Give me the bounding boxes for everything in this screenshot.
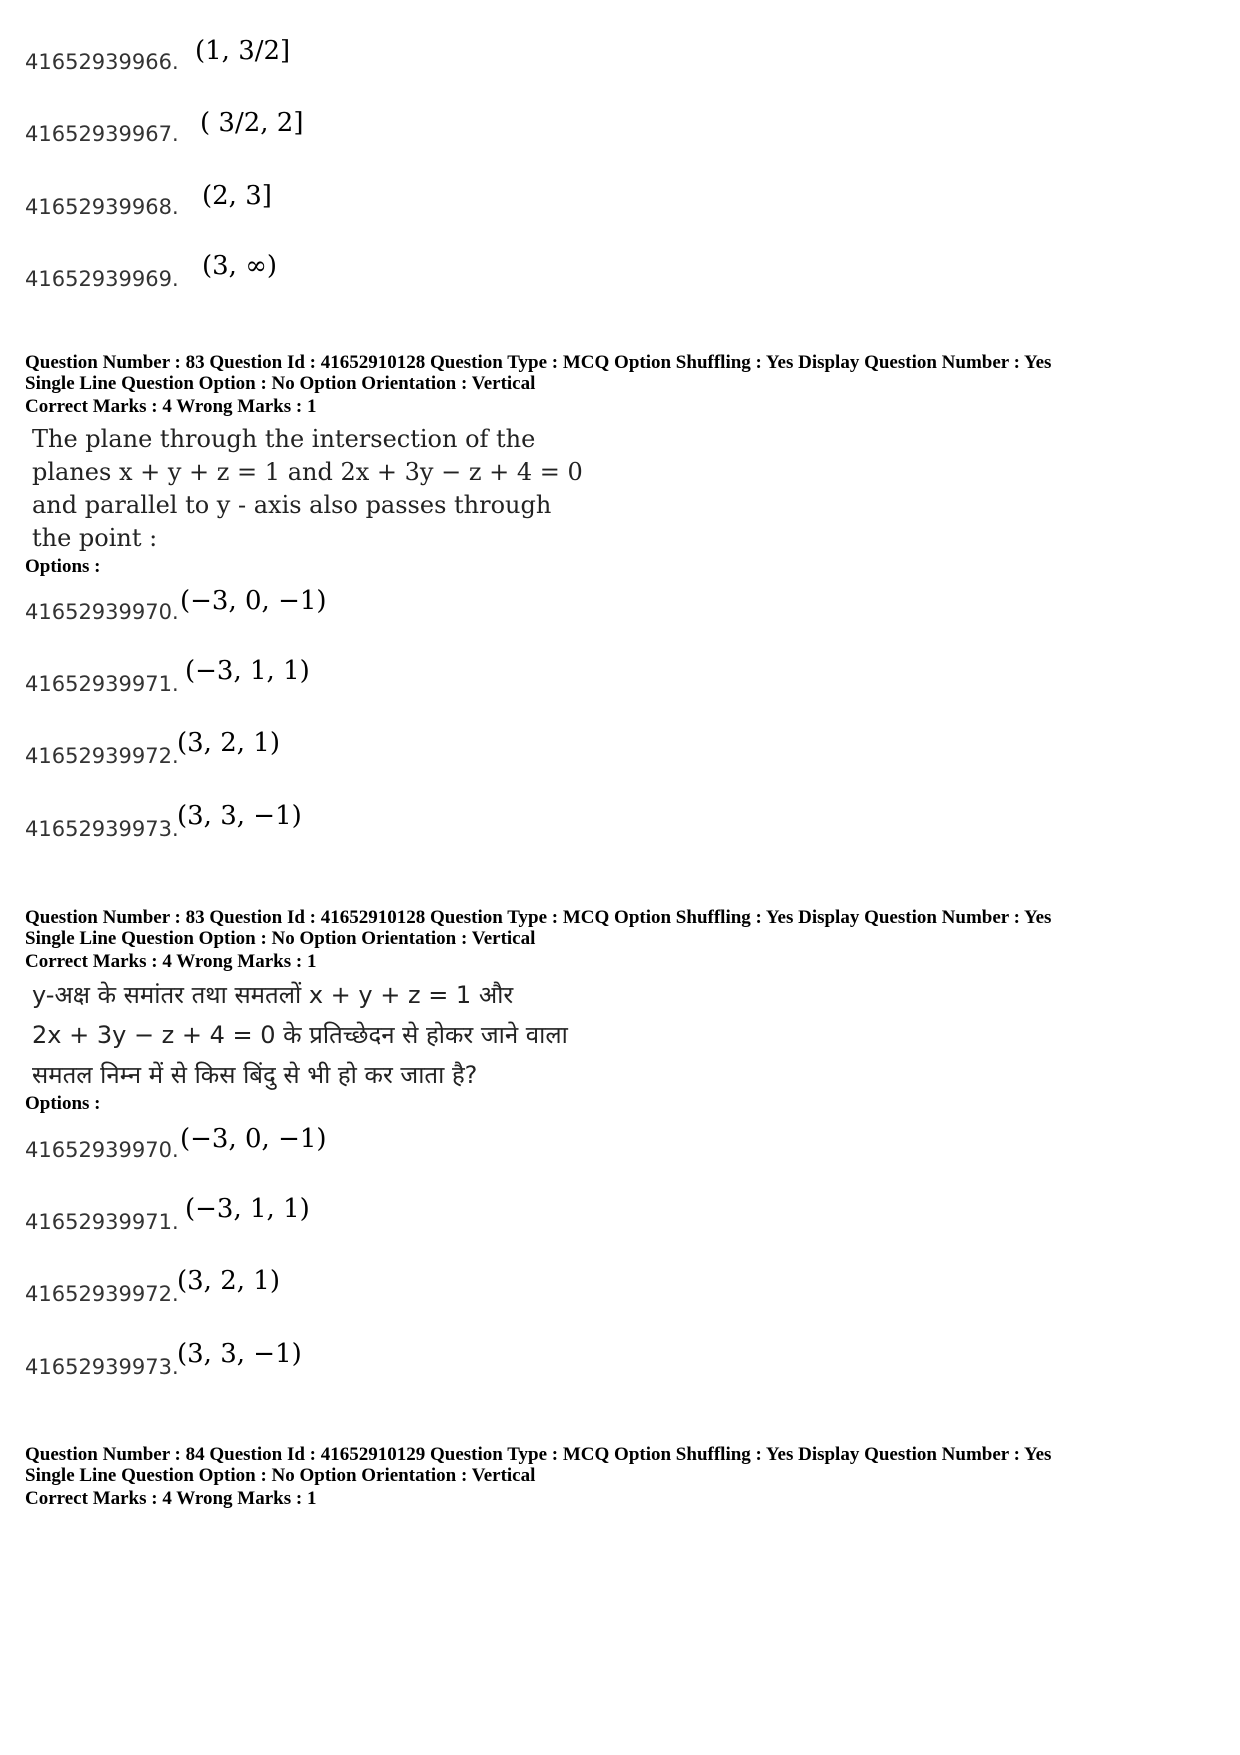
question-header-line2: Single Line Question Option : No Option Orientation : Vertical bbox=[25, 928, 536, 949]
question-text-line: समतल निम्न में से किस बिंदु से भी हो कर जाता है? bbox=[32, 1061, 478, 1089]
question-text-line: and parallel to y - axis also passes through bbox=[32, 491, 552, 519]
question-header bbox=[25, 1444, 1051, 1486]
option-id: 41652939967. bbox=[25, 122, 179, 146]
option-value: ( 3/2, 2] bbox=[200, 108, 304, 138]
option-id: 41652939968. bbox=[25, 195, 179, 219]
question-marks: Correct Marks : 4 Wrong Marks : 1 bbox=[25, 396, 317, 417]
question-header-line2: Single Line Question Option : No Option Orientation : Vertical bbox=[25, 373, 536, 394]
question-header bbox=[25, 907, 1051, 949]
option-value: (1, 3/2] bbox=[195, 36, 291, 66]
question-marks: Correct Marks : 4 Wrong Marks : 1 bbox=[25, 1488, 317, 1509]
question-text-line: The plane through the intersection of the bbox=[32, 425, 536, 453]
question-text-line: y-अक्ष के समांतर तथा समतलों x + y + z = 1 और bbox=[32, 981, 514, 1009]
option-value: (−3, 0, −1) bbox=[180, 586, 327, 616]
question-text bbox=[32, 423, 583, 555]
option-id: 41652939970. bbox=[25, 600, 179, 624]
option-value: (−3, 1, 1) bbox=[185, 1194, 310, 1224]
question-text-line: planes x + y + z = 1 and 2x + 3y − z + 4 = 0 bbox=[32, 458, 583, 486]
option-id: 41652939972. bbox=[25, 1282, 179, 1306]
option-id: 41652939973. bbox=[25, 1355, 179, 1379]
question-header bbox=[25, 352, 1051, 394]
option-id: 41652939971. bbox=[25, 1210, 179, 1234]
option-value: (−3, 0, −1) bbox=[180, 1124, 327, 1154]
option-id: 41652939972. bbox=[25, 744, 179, 768]
option-id: 41652939966. bbox=[25, 50, 179, 74]
option-value: (−3, 1, 1) bbox=[185, 656, 310, 686]
question-text bbox=[32, 975, 568, 1095]
option-id: 41652939969. bbox=[25, 267, 179, 291]
question-header-line2: Single Line Question Option : No Option Orientation : Vertical bbox=[25, 1465, 536, 1486]
option-id: 41652939970. bbox=[25, 1138, 179, 1162]
option-value: (3, 3, −1) bbox=[177, 1339, 302, 1369]
options-label: Options : bbox=[25, 1093, 101, 1114]
option-value: (2, 3] bbox=[202, 181, 272, 211]
option-id: 41652939971. bbox=[25, 672, 179, 696]
option-id: 41652939973. bbox=[25, 817, 179, 841]
question-header-line1: Question Number : 83 Question Id : 41652910128 Question Type : MCQ Option Shuffling : Yes Display Question Number : Yes bbox=[25, 352, 1052, 373]
option-value: (3, ∞) bbox=[202, 251, 278, 281]
question-header-line1: Question Number : 83 Question Id : 41652910128 Question Type : MCQ Option Shuffling : Yes Display Question Number : Yes bbox=[25, 907, 1052, 928]
option-value: (3, 3, −1) bbox=[177, 801, 302, 831]
question-marks: Correct Marks : 4 Wrong Marks : 1 bbox=[25, 951, 317, 972]
options-label: Options : bbox=[25, 556, 101, 577]
question-header-line1: Question Number : 84 Question Id : 41652910129 Question Type : MCQ Option Shuffling : Yes Display Question Number : Yes bbox=[25, 1444, 1052, 1465]
question-text-line: 2x + 3y − z + 4 = 0 के प्रतिच्छेदन से होकर जाने वाला bbox=[32, 1021, 568, 1049]
option-value: (3, 2, 1) bbox=[177, 1266, 280, 1296]
option-value: (3, 2, 1) bbox=[177, 728, 280, 758]
question-text-line: the point : bbox=[32, 524, 158, 552]
